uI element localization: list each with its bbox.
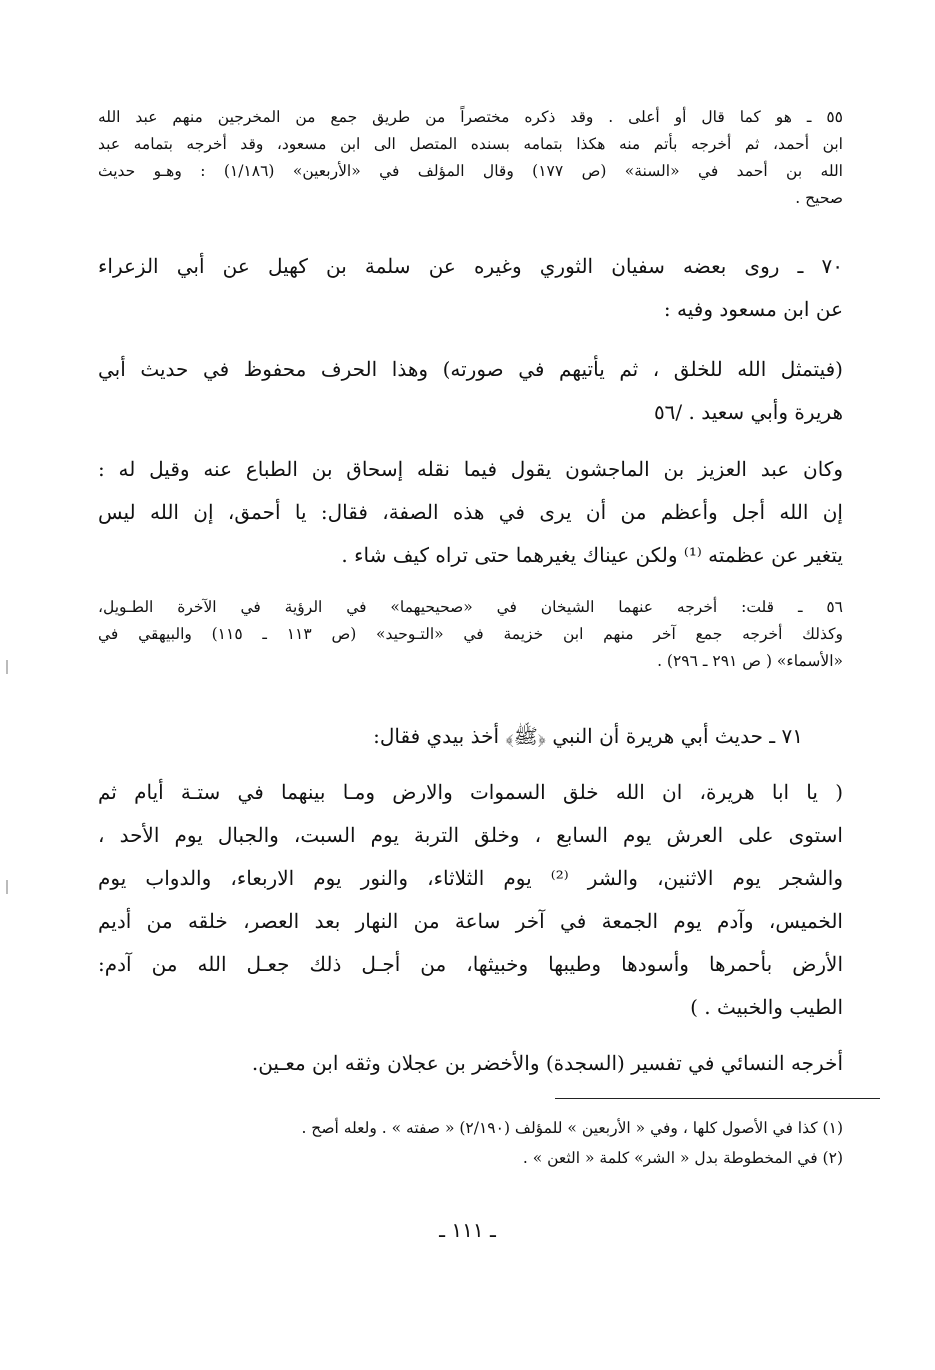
quote-71-line: الطيب والخبيث . ) bbox=[690, 995, 843, 1019]
item-71 bbox=[98, 715, 843, 758]
quote-71-line: الأرض بأحمرها وأسودها وطيبها وخبيثها، من أجـل ذلك جعـل الله من آدم: bbox=[98, 952, 843, 976]
paragraph-nasai-line: أخرجه النسائي في تفسير (السجدة) والأخضر بن عجلان وثقه ابن معـين. bbox=[251, 1051, 843, 1075]
paragraph-majishun-line: وكان عبد العزيز بن الماجشون يقول فيما نقله إسحاق بن الطباع عنه وقيل له : bbox=[98, 457, 843, 481]
quote-71-line: ( يا ابا هريرة، ان الله خلق السموات والارض ومـا بينهما في ستـة أيام ثم bbox=[98, 780, 843, 804]
note-55-line: ابن أحمد، ثم أخرجه بأتم منه هكذا بتمامه بسنده المتصل الى ابن مسعود، وقد أخرجه بتمامه عبد bbox=[98, 135, 843, 153]
note-55 bbox=[98, 104, 843, 212]
quote-70 bbox=[98, 348, 843, 434]
footnote-2: (٢) في المخطوطة بدل « الشر» كلمة « الثعن » . bbox=[522, 1149, 843, 1167]
note-56 bbox=[98, 594, 843, 675]
paragraph-majishun-line: إن الله أجل وأعظم من أن يرى في هذه الصفة، فقال: يا أحمق، إن الله ليس bbox=[98, 500, 843, 524]
quote-71 bbox=[98, 771, 843, 1029]
quote-71-line: والشجر يوم الاثنين، والشر ⁽²⁾ يوم الثلاثاء، والنور يوم الاربعاء، والدواب يوم bbox=[98, 866, 843, 890]
quote-70-line: هريرة وأبي سعيد . /٥٦ bbox=[653, 400, 843, 424]
quote-71-line: الخميس، وآدم يوم الجمعة في آخر ساعة من النهار بعد العصر، خلقه من أديم bbox=[98, 909, 843, 933]
item-70-line: ٧٠ ـ روى بعضه سفيان الثوري وغيره عن سلمة بن كهيل عن أبي الزعراء bbox=[98, 254, 843, 278]
paragraph-majishun-line: يتغير عن عظمته ⁽¹⁾ ولكن عيناك يغيرهما حتى تراه كيف شاء . bbox=[341, 543, 843, 567]
note-55-line: صحيح . bbox=[795, 189, 843, 207]
binding-mark bbox=[6, 880, 8, 894]
note-55-line: ٥٥ ـ هو كما قال أو أعلى . وقد ذكره مختصراً من طريق جمع من المخرجين منهم عبد الله bbox=[98, 108, 843, 126]
item-70 bbox=[98, 245, 843, 331]
item-70-line: عن ابن مسعود وفيه : bbox=[663, 297, 843, 321]
paragraph-nasai bbox=[98, 1042, 843, 1085]
quote-70-line: (فيتمثل الله للخلق ، ثم يأتيهم في صورته) وهذا الحرف محفوظ في حديث أبي bbox=[98, 357, 843, 381]
footnotes bbox=[98, 1113, 843, 1173]
note-56-line: ٥٦ ـ قلت: أخرجه عنهما الشيخان في «صحيحيهما» في الرؤية في الآخرة الطـويل، bbox=[98, 598, 843, 616]
page-number: ـ ١١١ ـ bbox=[439, 1218, 496, 1242]
binding-mark bbox=[6, 660, 8, 674]
footnote-1: (١) كذا في الأصول كلها ، وفي « الأربعين » للمؤلف (٢/١٩٠) « صفته » . ولعله أصح . bbox=[301, 1119, 843, 1137]
note-56-line: وكذلك أخرجه جمع آخر منهم ابن خزيمة في «التـوحيد» (ص ١١٣ ـ ١١٥) والبيهقي في bbox=[98, 625, 843, 643]
paragraph-majishun bbox=[98, 448, 843, 577]
item-71-line: ٧١ ـ حديث أبي هريرة أن النبي ﴿ﷺ﴾ أخذ بيدي فقال: bbox=[373, 724, 803, 748]
note-55-line: الله بن أحمد في «السنة» (ص ١٧٧) وقال المؤلف في «الأربعين» (١/١٨٦) : وهـو حديث bbox=[98, 162, 843, 180]
note-56-line: «الأسماء» ( ص ٢٩١ ـ ٢٩٦) . bbox=[657, 652, 843, 670]
footnote-separator bbox=[555, 1098, 880, 1099]
quote-71-line: استوى على العرش يوم السابع ، وخلق التربة يوم السبت، والجبال يوم الأحد ، bbox=[98, 823, 843, 847]
